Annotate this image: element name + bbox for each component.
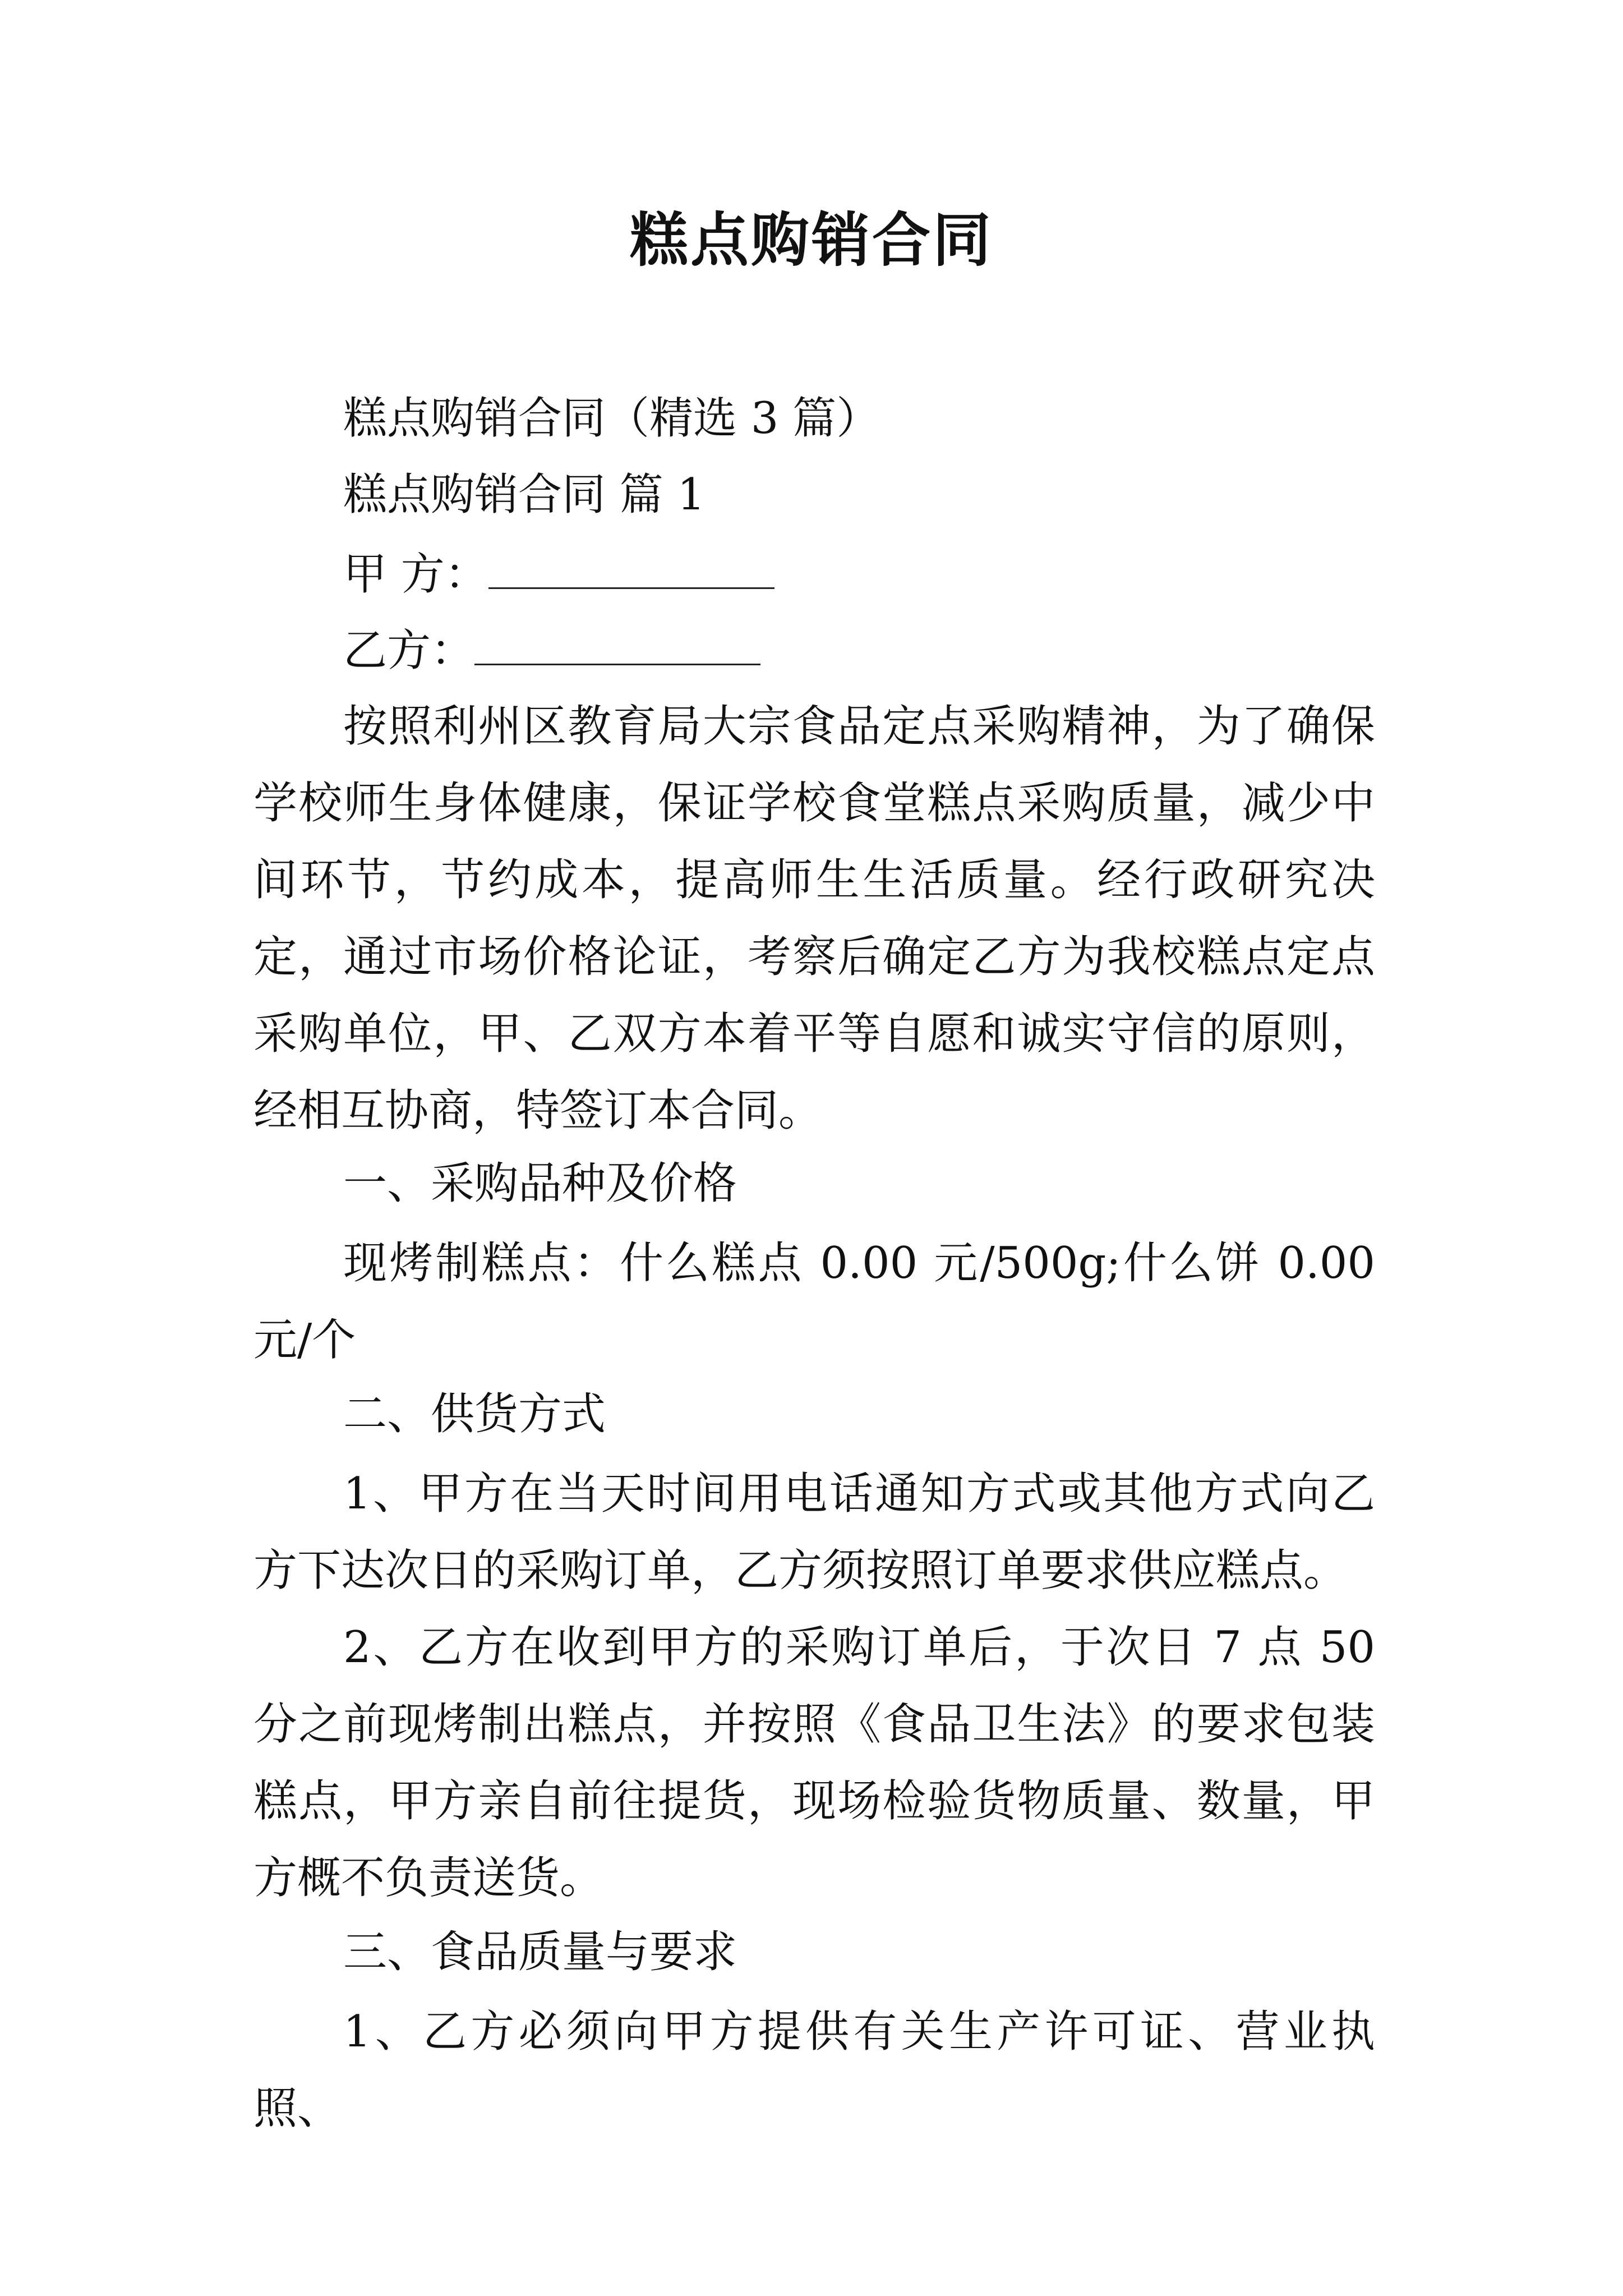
party-a-label: 甲 方：: [343, 549, 488, 600]
clause-2-1: 1、甲方在当天时间用电话通知方式或其他方式向乙方下达次日的采购订单，乙方须按照订单要求供应糕点。: [253, 1469, 1375, 1596]
heading-purchase-items: 一、采购品种及价格: [343, 1158, 737, 1209]
document-subtitle: 糕点购销合同（精选 3 篇）: [343, 393, 880, 444]
party-b-line: [343, 620, 760, 679]
clause-3-1: 1、乙方必须向甲方提供有关生产许可证、营业执照、: [253, 2007, 1375, 2134]
party-b-blank: [474, 620, 760, 665]
party-a-line: [343, 544, 774, 602]
party-a-blank: [488, 544, 774, 589]
item-prices-paragraph: 现烤制糕点：什么糕点 0.00 元/500g;什么饼 0.00 元/个: [253, 1238, 1375, 1365]
party-b-label: 乙方：: [343, 625, 475, 676]
heading-supply-method: 二、供货方式: [343, 1389, 606, 1439]
intro-paragraph: 按照利州区教育局大宗食品定点采购精神，为了确保学校师生身体健康，保证学校食堂糕点采购质量，减少中间环节，节约成本，提高师生生活质量。经行政研究决定，通过市场价格论证，考察后确定乙方为我校糕点定点采购单位，甲、乙双方本着平等自愿和诚实守信的原则，经相互协商，特签订本合同。: [253, 701, 1375, 1136]
heading-food-quality: 三、食品质量与要求: [343, 1927, 737, 1977]
clause-2-2: 2、乙方在收到甲方的采购订单后，于次日 7 点 50 分之前现烤制出糕点，并按照《食品卫生法》的要求包装糕点，甲方亲自前往提货，现场检验货物质量、数量，甲方概不负责送货。: [253, 1622, 1375, 1903]
document-title: 糕点购销合同: [629, 205, 993, 274]
section-heading: 糕点购销合同 篇 1: [343, 470, 706, 520]
